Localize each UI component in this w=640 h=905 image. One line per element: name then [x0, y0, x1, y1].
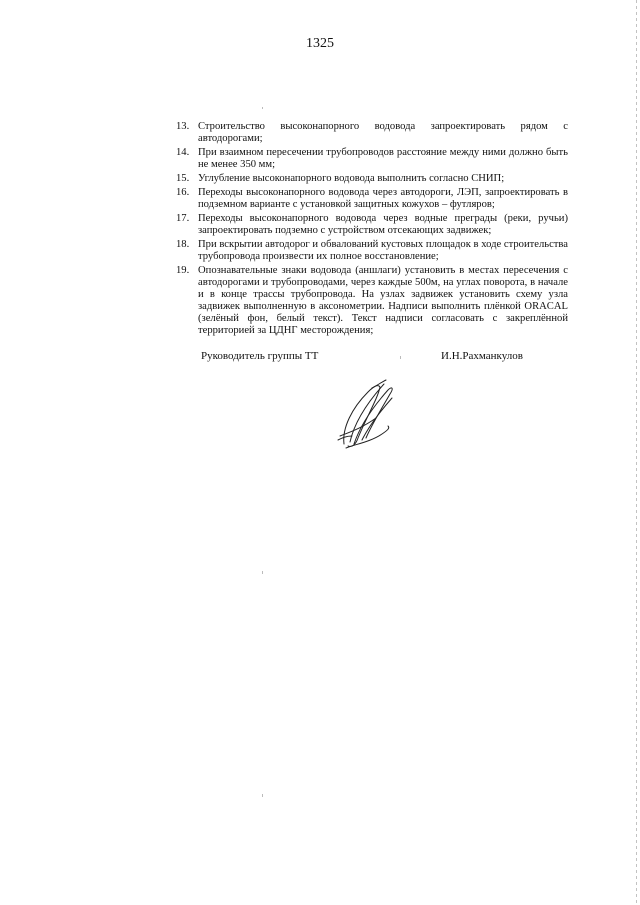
scan-speck	[400, 356, 401, 359]
list-item	[176, 187, 568, 211]
item-number: 16.	[176, 187, 190, 198]
item-number: 15.	[176, 173, 190, 184]
item-text: Переходы высоконапорного водовода через водные преграды (реки, ручьи) запроектировать подземно с устройством отсекающих задвижек;	[198, 213, 568, 236]
item-text: Опознавательные знаки водовода (аншлаги) установить в местах пересечения с автодорогами и трубопроводами, через каждые 500м, на углах поворота, в начале и в конце трассы трубопровода. На узлах задвижек установить схему узла задвижек выполненную в аксонометрии. Надписи выполнить плёнкой ORACAL (зелёный фон, белый текст). Текст надписи согласовать с закреплённой территорией за ЦДНГ месторождения;	[198, 265, 568, 336]
item-number: 14.	[176, 147, 190, 158]
list-item	[176, 121, 568, 145]
signatory-name: И.Н.Рахманкулов	[441, 350, 523, 362]
item-text: При взаимном пересечении трубопроводов расстояние между ними должно быть не менее 350 мм;	[198, 147, 568, 170]
requirements-list	[176, 121, 568, 339]
handwritten-signature	[332, 378, 402, 450]
list-item	[176, 265, 568, 337]
item-number: 19.	[176, 265, 190, 276]
item-number: 18.	[176, 239, 190, 250]
signatory-title: Руководитель группы ТТ	[201, 350, 319, 362]
item-number: 17.	[176, 213, 190, 224]
signature-block	[201, 350, 640, 370]
scan-edge	[636, 0, 637, 905]
item-text: Переходы высоконапорного водовода через автодороги, ЛЭП, запроектировать в подземном варианте с установкой защитных кожухов – футляров;	[198, 187, 568, 210]
list-item	[176, 239, 568, 263]
list-item	[176, 213, 568, 237]
item-number: 13.	[176, 121, 190, 132]
scan-speck	[262, 571, 263, 574]
item-text: Углубление высоконапорного водовода выполнить согласно СНИП;	[198, 173, 505, 184]
scan-speck	[262, 107, 263, 109]
list-item	[176, 173, 568, 185]
scan-speck	[262, 794, 263, 797]
page-number: 1325	[306, 36, 334, 51]
item-text: При вскрытии автодорог и обвалований кустовых площадок в ходе строительства трубопровода произвести их полное восстановление;	[198, 239, 568, 262]
list-item	[176, 147, 568, 171]
item-text: Строительство высоконапорного водовода запроектировать рядом с автодорогами;	[198, 121, 568, 144]
